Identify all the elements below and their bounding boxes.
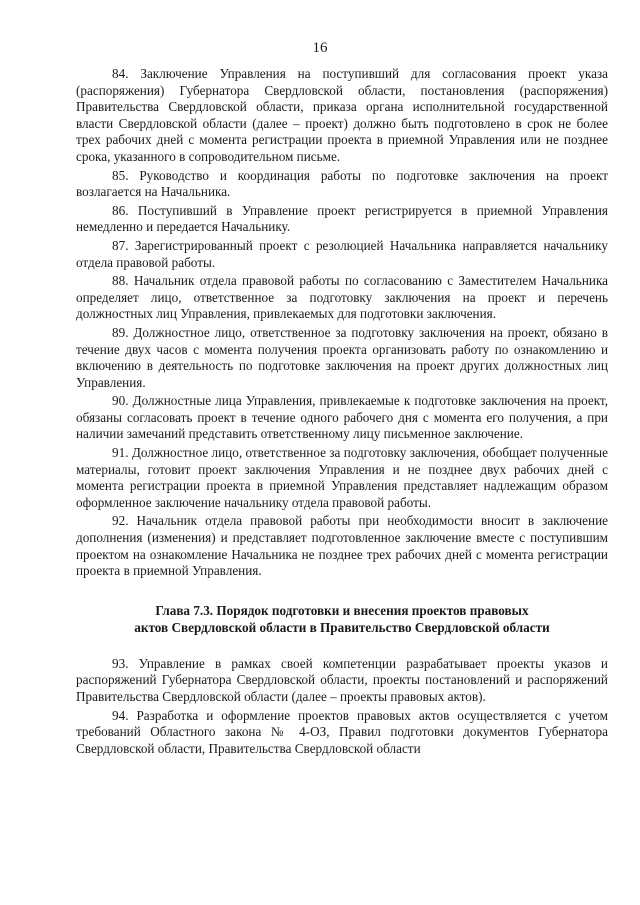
paragraph-87: 87. Зарегистрированный проект с резолюцией Начальника направляется начальнику отдела правовой работы.: [76, 237, 608, 270]
paragraph-93: 93. Управление в рамках своей компетенции разрабатывает проекты указов и распоряжений Губернатора Свердловской области, проекты постановлений и распоряжений Правительства Свердловской области (далее – проекты правовых актов).: [76, 655, 608, 704]
paragraph-88: 88. Начальник отдела правовой работы по согласованию с Заместителем Начальника определяет лицо, ответственное за подготовку заключения на проект и перечень должностных лиц Управления, привлекаемых для подготовки заключения.: [76, 273, 608, 322]
paragraph-86: 86. Поступивший в Управление проект регистрируется в приемной Управления немедленно и передается Начальнику.: [76, 202, 608, 235]
document-body: [76, 66, 608, 759]
paragraph-84: 84. Заключение Управления на поступивший для согласования проект указа (распоряжения) Губернатора Свердловской области, постановления (распоряжения) Правительства Свердловской области, приказа органа исполнительной государственной власти Свердловской области (далее – проект) должно быть подготовлено в срок не более трех рабочих дней с момента регистрации проекта в приемной Управления или не позднее срока, указанного в сопроводительном письме.: [76, 66, 608, 164]
chapter-heading-line1: Глава 7.3. Порядок подготовки и внесения проектов правовых: [155, 602, 529, 618]
chapter-heading: [76, 602, 608, 636]
paragraph-89: 89. Должностное лицо, ответственное за подготовку заключения на проект, обязано в течение двух часов с момента получения проекта организовать работу по ознакомлению и включению в деятельность по подготовке заключения на проект других должностных лиц Управления.: [76, 324, 608, 390]
paragraph-91: 91. Должностное лицо, ответственное за подготовку заключения, обобщает полученные материалы, готовит проект заключения Управления и не позднее двух рабочих дней с момента регистрации проекта в приемной Управления представляет надлежащим образом оформленное заключение начальнику отдела правовой работы.: [76, 445, 608, 510]
paragraph-85: 85. Руководство и координация работы по подготовке заключения на проект возлагается на Начальника.: [76, 167, 608, 200]
paragraph-92: 92. Начальник отдела правовой работы при необходимости вносит в заключение дополнения (изменения) и представляет подготовленное заключение вместе с поступившим проектом на ознакомление Начальника не позднее трех рабочих дней с момента регистрации проекта в приемной Управления.: [76, 513, 608, 579]
paragraph-90: 90. Должностные лица Управления, привлекаемые к подготовке заключения на проект, обязаны согласовать проект в течение одного рабочего дня с момента его получения, а при наличии замечаний представить ответственному лицу письменное заключение.: [76, 393, 608, 442]
chapter-heading-line2: актов Свердловской области в Правительство Свердловской области: [134, 619, 550, 635]
paragraph-94: 94. Разработка и оформление проектов правовых актов осуществляется с учетом требований Областного закона № 4-ОЗ, Правил подготовки документов Губернатора Свердловской области, Правительства Свердловской области: [76, 707, 608, 756]
page-number: 16: [312, 40, 328, 56]
